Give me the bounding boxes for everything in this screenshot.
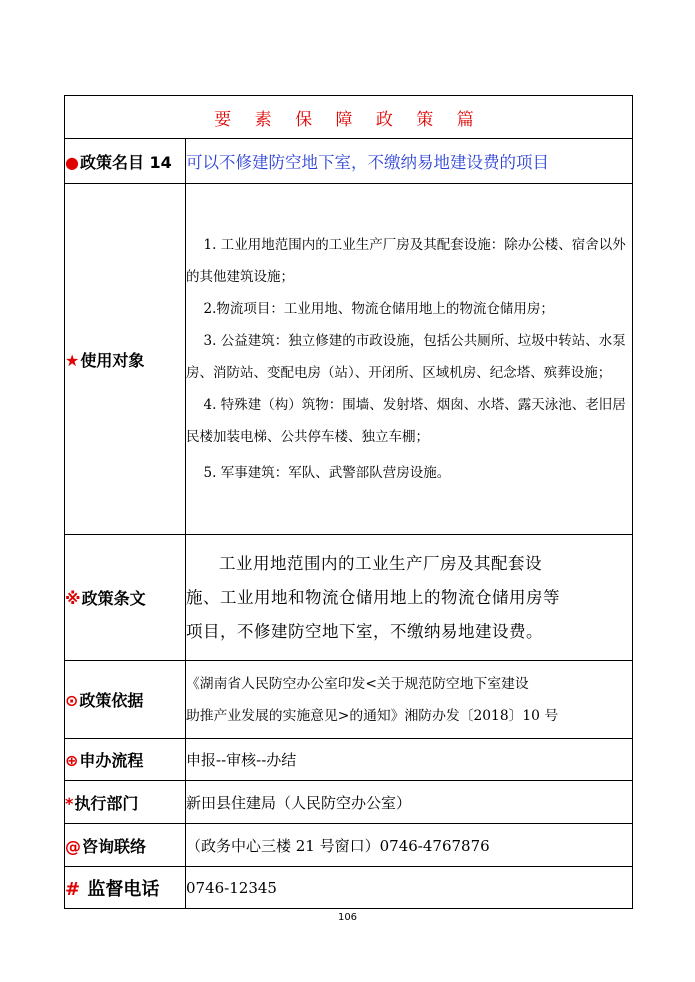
applicable-objects-label: 使用对象	[80, 350, 145, 370]
circled-dot-icon: ⊙	[65, 691, 79, 710]
object-item: 3. 公益建筑：独立修建的市政设施，包括公共厕所、垃圾中转站、水泵房、消防站、变配电房（站）、开闭所、区域机房、纪念塔、殡葬设施；	[186, 333, 626, 381]
policy-basis-label: 政策依据	[79, 691, 144, 710]
policy-basis-line: 助推产业发展的实施意见>的通知》湘防办发〔2018〕10 号	[186, 707, 559, 724]
bullet-dot-icon: ●	[65, 152, 79, 172]
circled-plus-icon: ⊕	[65, 751, 79, 770]
object-item: 1. 工业用地范围内的工业生产厂房及其配套设施：除办公楼、宿舍以外的其他建筑设施；	[186, 237, 626, 285]
applicable-objects-content	[186, 184, 633, 535]
applicable-objects-row	[65, 184, 633, 535]
supervision-value: 0746-12345	[186, 867, 633, 909]
star-icon: ★	[65, 350, 80, 370]
policy-text-line: 工业用地范围内的工业生产厂房及其配套设	[219, 553, 542, 573]
header-row	[65, 96, 633, 139]
asterisk-icon: *	[65, 793, 74, 813]
contact-value: （政务中心三楼 21 号窗口）0746-4767876	[186, 824, 633, 867]
department-label: 执行部门	[74, 793, 139, 813]
policy-text-row	[65, 535, 633, 661]
contact-label-cell	[65, 824, 186, 867]
policy-text-line: 施、工业用地和物流仓储用地上的物流仓储用房等	[186, 587, 560, 607]
process-value: 申报--审核--办结	[186, 739, 633, 781]
policy-text-label-cell	[65, 535, 186, 661]
section-title: 要 素 保 障 政 策 篇	[65, 96, 633, 139]
process-row	[65, 739, 633, 781]
policy-table	[64, 95, 633, 909]
policy-name-row	[65, 139, 633, 184]
policy-basis-line: 《湖南省人民防空办公室印发<关于规范防空地下室建设	[186, 675, 529, 692]
page-number: 106	[337, 912, 358, 923]
applicable-objects-label-cell	[65, 184, 186, 535]
process-label-cell	[65, 739, 186, 781]
policy-text-label: 政策条文	[81, 589, 146, 608]
policy-name-label-cell	[65, 139, 186, 184]
at-sign-icon: @	[65, 836, 81, 856]
department-value: 新田县住建局（人民防空办公室）	[186, 781, 633, 824]
hash-icon: #	[65, 878, 81, 900]
object-item: 4. 特殊建（构）筑物：围墙、发射塔、烟囱、水塔、露天泳池、老旧居民楼加装电梯、公共停车楼、独立车棚；	[186, 397, 626, 445]
policy-name-label: 政策名目 14	[79, 152, 172, 172]
policy-basis-row	[65, 661, 633, 739]
supervision-label-cell	[65, 867, 186, 909]
supervision-row	[65, 867, 633, 909]
object-item: 5. 军事建筑：军队、武警部队营房设施。	[203, 465, 451, 481]
department-label-cell	[65, 781, 186, 824]
policy-text-content	[186, 535, 633, 661]
department-row	[65, 781, 633, 824]
contact-row	[65, 824, 633, 867]
reference-mark-icon: ※	[65, 589, 81, 608]
policy-basis-content	[186, 661, 633, 739]
contact-label: 咨询联络	[82, 836, 147, 856]
policy-basis-label-cell	[65, 661, 186, 739]
policy-name-value: 可以不修建防空地下室，不缴纳易地建设费的项目	[186, 139, 633, 184]
policy-text-line: 项目，不修建防空地下室，不缴纳易地建设费。	[186, 621, 543, 641]
supervision-label: 监督电话	[81, 878, 160, 900]
process-label: 申办流程	[79, 751, 144, 770]
object-item: 2.物流项目：工业用地、物流仓储用地上的物流仓储用房；	[203, 301, 554, 317]
